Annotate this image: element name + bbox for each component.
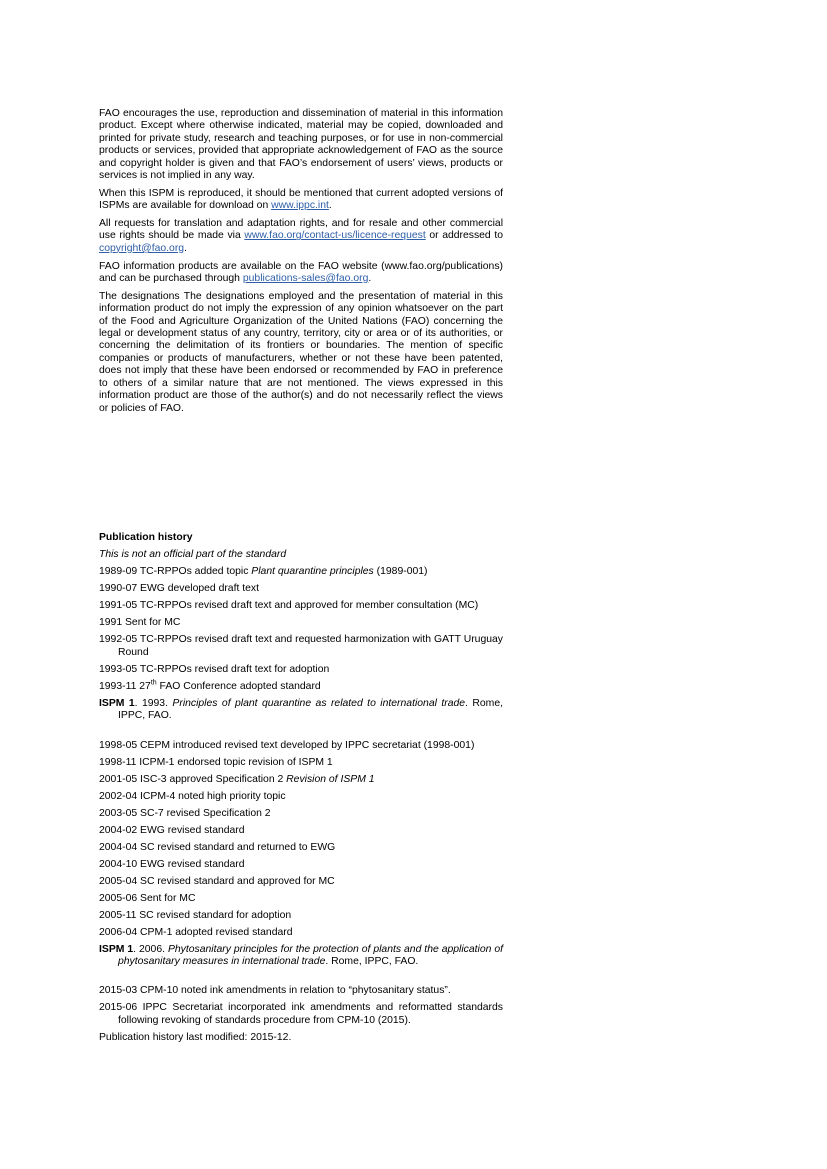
- history-entry: 1991-05 TC-RPPOs revised draft text and approved for member consultation (MC): [99, 600, 479, 612]
- text: Plant quarantine principles: [251, 566, 374, 578]
- history-entry: 2004-10 EWG revised standard: [99, 858, 245, 870]
- history-entry: [99, 566, 503, 578]
- history-entry: 2002-04 ICPM-4 noted high priority topic: [99, 790, 286, 802]
- copyright-paragraph-use: FAO encourages the use, reproduction and dissemination of material in this information product. Except where otherwise indicated, material may be copied, downloaded and printed for private study, research and teaching purposes, or for use in non-commercial products or services, provided that appropriate acknowledgement of FAO as the source and copyright holder is given and that FAO’s endorsement of users’ views, products or services is not implied in any way.: [99, 108, 503, 182]
- history-last-modified: Publication history last modified: 2015-12.: [99, 1031, 292, 1043]
- text: .: [328, 200, 332, 212]
- text: When this ISPM is reproduced, it should be mentioned that current adopted versions of ISPMs are available for download on: [99, 187, 503, 212]
- history-entry: 1992-05 TC-RPPOs revised draft text and requested harmonization with GATT Uruguay Round: [99, 634, 503, 658]
- text: 1989-09 TC-RPPOs added topic: [99, 566, 252, 578]
- history-entry: 1998-05 CEPM introduced revised text developed by IPPC secretariat (1998-001): [99, 739, 475, 751]
- history-title: Publication history: [99, 532, 193, 543]
- history-entry: 1993-05 TC-RPPOs revised draft text for adoption: [99, 663, 330, 675]
- copyright-paragraph-rights: [99, 218, 503, 255]
- history-entry: [99, 774, 503, 786]
- text: ISPM 1: [99, 697, 135, 709]
- history-entry: 1998-11 ICPM-1 endorsed topic revision of ISPM 1: [99, 756, 333, 768]
- ippc-link[interactable]: www.ippc.int: [271, 200, 329, 212]
- history-entry: 2003-05 SC-7 revised Specification 2: [99, 807, 271, 819]
- history-entry: 1991 Sent for MC: [99, 617, 181, 629]
- publication-history: [99, 532, 503, 1049]
- history-entry: 2005-04 SC revised standard and approved for MC: [99, 875, 335, 887]
- text: .: [184, 242, 187, 254]
- history-citation: [99, 944, 503, 969]
- text: 2001-05 ISC-3 approved Specification 2: [99, 773, 287, 785]
- history-citation: [99, 698, 503, 723]
- history-entry: [99, 681, 503, 693]
- publications-sales-link[interactable]: publications-sales@fao.org: [242, 273, 369, 285]
- history-entry: 1990-07 EWG developed draft text: [99, 583, 259, 595]
- text: or addressed to: [425, 230, 504, 242]
- text: FAO information products are available on the FAO website (www.fao.org/publications) and can be purchased through: [99, 260, 503, 285]
- text: . Rome, IPPC, FAO.: [118, 697, 503, 722]
- text: Phytosanitary principles for the protection of plants and the application of phytosanitary measures in international trade: [118, 943, 503, 968]
- history-entry: 2004-02 EWG revised standard: [99, 824, 245, 836]
- text: . Rome, IPPC, FAO.: [325, 956, 419, 968]
- text: (1989-001): [373, 566, 428, 578]
- history-entry: 2006-04 CPM-1 adopted revised standard: [99, 926, 293, 938]
- copyright-paragraph-reproduction: [99, 188, 503, 213]
- text: .: [368, 273, 372, 285]
- text: Revision of ISPM 1: [286, 773, 375, 785]
- text: . 2006.: [133, 943, 168, 955]
- history-note: [99, 549, 503, 561]
- history-entry: 2005-11 SC revised standard for adoption: [99, 909, 292, 921]
- history-entry: 2015-06 IPPC Secretariat incorporated ink amendments and reformatted standards following revoking of standards procedure from CPM-10 (2015).: [99, 1002, 503, 1026]
- text: 1993-11 27: [99, 680, 151, 692]
- text: All requests for translation and adaptation rights, and for resale and other commercial use rights should be made via: [99, 218, 503, 242]
- copyright-paragraph-publications: [99, 261, 503, 286]
- text: . 1993.: [134, 697, 173, 709]
- history-entry: 2015-03 CPM-10 noted ink amendments in relation to “phytosanitary status”.: [99, 985, 451, 997]
- text: This is not an official part of the standard: [99, 549, 287, 561]
- text: th: [150, 679, 157, 687]
- history-entry: 2004-04 SC revised standard and returned to EWG: [99, 841, 336, 853]
- copyright-paragraph-designations: The designations The designations employed and the presentation of material in this information product do not imply the expression of any opinion whatsoever on the part of the Food and Agriculture Organization of the United Nations (FAO) concerning the legal or development status of any country, territory, city or area or of its authorities, or concerning the delimitation of its frontiers or boundaries. The mention of specific companies or products of manufacturers, whether or not these have been patented, does not imply that these have been endorsed or recommended by FAO in preference to others of a similar nature that are not mentioned. The views expressed in this information product are those of the author(s) and do not necessarily reflect the views or policies of FAO.: [99, 290, 503, 414]
- history-entry: 2005-06 Sent for MC: [99, 892, 196, 904]
- text: ISPM 1: [99, 943, 134, 955]
- licence-request-link[interactable]: www.fao.org/contact-us/licence-request: [244, 230, 426, 242]
- text: FAO Conference adopted standard: [156, 680, 321, 692]
- copyright-email-link[interactable]: copyright@fao.org: [99, 242, 185, 254]
- text: Principles of plant quarantine as related to international trade: [172, 697, 466, 709]
- copyright-notice: [99, 108, 503, 420]
